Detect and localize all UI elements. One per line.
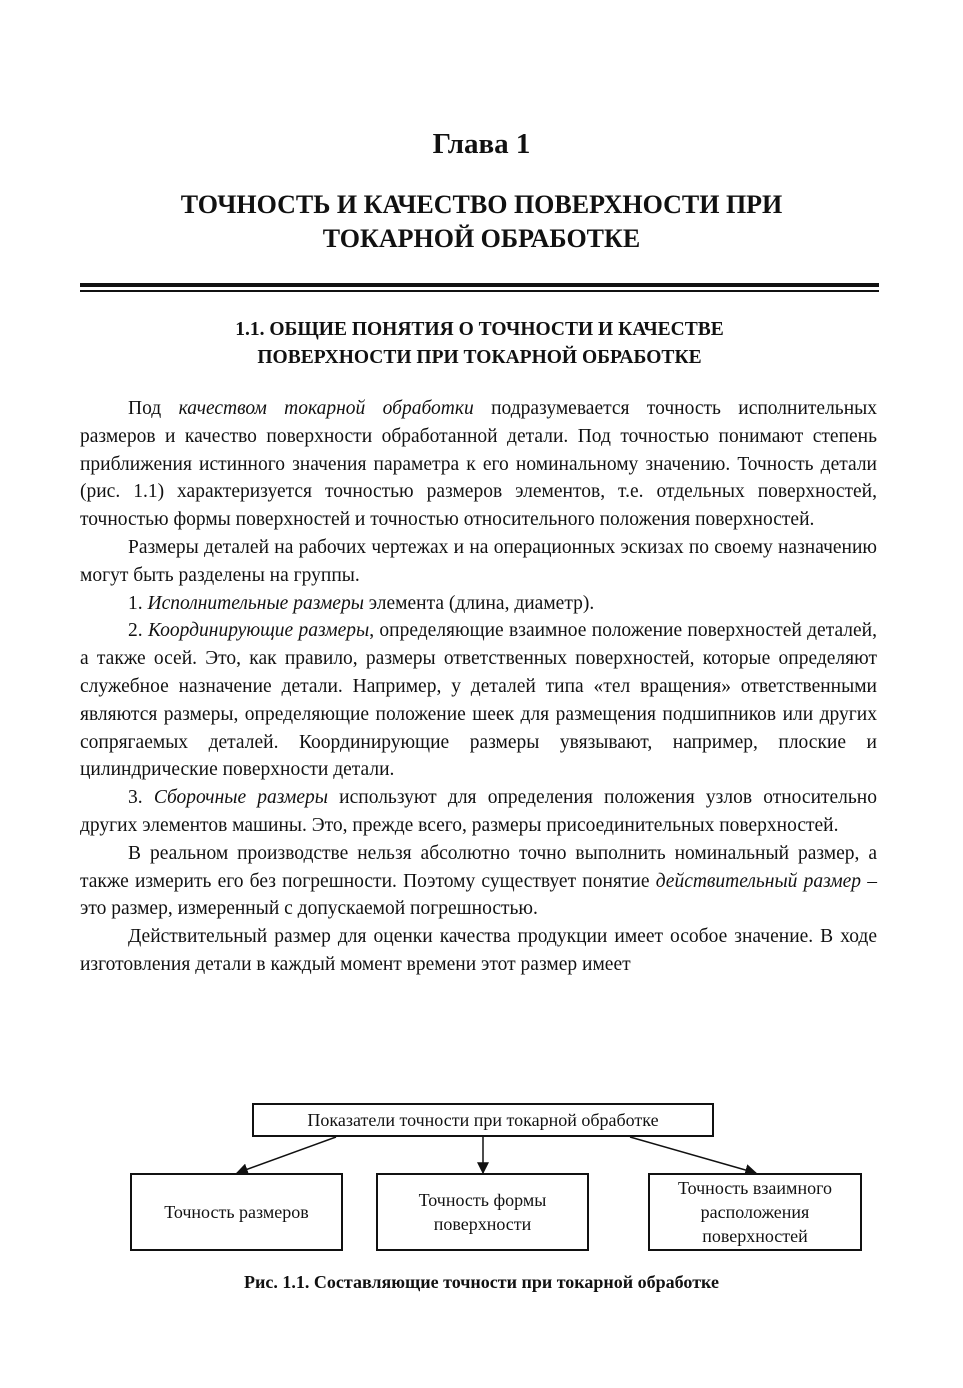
diagram-box-label: Точность формы [418, 1190, 547, 1210]
diagram-box-label: поверхности [433, 1214, 532, 1234]
section-title [80, 316, 879, 372]
arrow-to-position [630, 1137, 756, 1173]
divider-thick [80, 283, 879, 287]
diagram-box-size-accuracy [130, 1173, 343, 1251]
accuracy-diagram [0, 1095, 963, 1265]
diagram-box-form-accuracy [376, 1173, 589, 1251]
chapter-title-line: ТОЧНОСТЬ И КАЧЕСТВО ПОВЕРХНОСТИ ПРИ [180, 190, 783, 219]
term-emphasis: качеством токарной обработки [178, 398, 474, 419]
figure-caption: Рис. 1.1. Составляющие точности при токарной обработке [244, 1272, 719, 1292]
term-emphasis: действительный размер [655, 870, 862, 892]
paragraph [80, 784, 877, 840]
text-run: Под [128, 398, 179, 419]
text-run: – это размер, измеренный с допускаемой погрешностью. [80, 870, 877, 920]
paragraph [80, 617, 877, 784]
diagram-box-label: поверхностей [702, 1226, 808, 1246]
text-run: 1. [128, 592, 148, 614]
paragraph: Действительный размер для оценки качества продукции имеет особое значение. В ходе изготовления детали в каждый момент времени этот размер имеет [80, 926, 877, 975]
term-emphasis: Исполнительные размеры [147, 592, 364, 614]
body-text [80, 395, 877, 979]
text-run: используют для определения положения узлов относительно других элементов машины. Это, прежде всего, размеры присоединительных поверхностей. [80, 787, 877, 836]
diagram-root-box [252, 1103, 714, 1137]
arrow-to-sizes [237, 1137, 336, 1173]
text-run: , определяющие взаимное положение поверхностей деталей, а также осей. Это, как правило, размеры ответственных поверхностей, которые определяют служебное назначение детали. Например, у деталей типа «тел вращения» ответственными являются размеры, определяющие положение шеек для размещения подшипников или других сопрягаемых деталей. Координирующие размеры увязывают, например, плоские и цилиндрические поверхности детали. [80, 620, 877, 781]
section-title-line: ПОВЕРХНОСТИ ПРИ ТОКАРНОЙ ОБРАБОТКЕ [257, 347, 702, 368]
text-run: 3. [128, 787, 154, 809]
paragraph [80, 840, 877, 923]
term-emphasis: Координирующие размеры [147, 620, 370, 642]
term-emphasis: Сборочные размеры [153, 787, 328, 809]
diagram-box-position-accuracy [648, 1173, 862, 1251]
diagram-box-label: расположения [700, 1202, 810, 1222]
section-title-line: 1.1. ОБЩИЕ ПОНЯТИЯ О ТОЧНОСТИ И КАЧЕСТВЕ [235, 319, 724, 340]
paragraph [80, 590, 877, 618]
diagram-box-label: Точность размеров [164, 1202, 309, 1222]
chapter-title [60, 188, 903, 256]
text-run: элемента (длина, диаметр). [363, 592, 595, 614]
divider-thin [80, 290, 879, 292]
chapter-title-line: ТОКАРНОЙ ОБРАБОТКЕ [322, 224, 641, 253]
diagram-root-label: Показатели точности при токарной обработке [307, 1110, 659, 1130]
text-run: подразумевается точность исполнительных размеров и качество поверхности обработанной детали. Под точностью понимают степень приближения истинного значения параметра к его номинальному значению. Точность детали (рис. 1.1) характеризуется точностью размеров элементов, т.е. отдельных поверхностей, точностью формы поверхностей и точностью относительного положения поверхностей. [80, 398, 877, 531]
paragraph [80, 395, 877, 534]
text-run: 2. [128, 620, 148, 642]
chapter-label: Глава 1 [432, 128, 531, 160]
diagram-box-label: Точность взаимного [677, 1178, 833, 1198]
text-run: В реальном производстве нельзя абсолютно точно выполнить номинальный размер, а также измерить его без погрешности. Поэтому существует понятие [80, 842, 877, 892]
paragraph: Размеры деталей на рабочих чертежах и на операционных эскизах по своему назначению могут быть разделены на группы. [80, 536, 877, 586]
